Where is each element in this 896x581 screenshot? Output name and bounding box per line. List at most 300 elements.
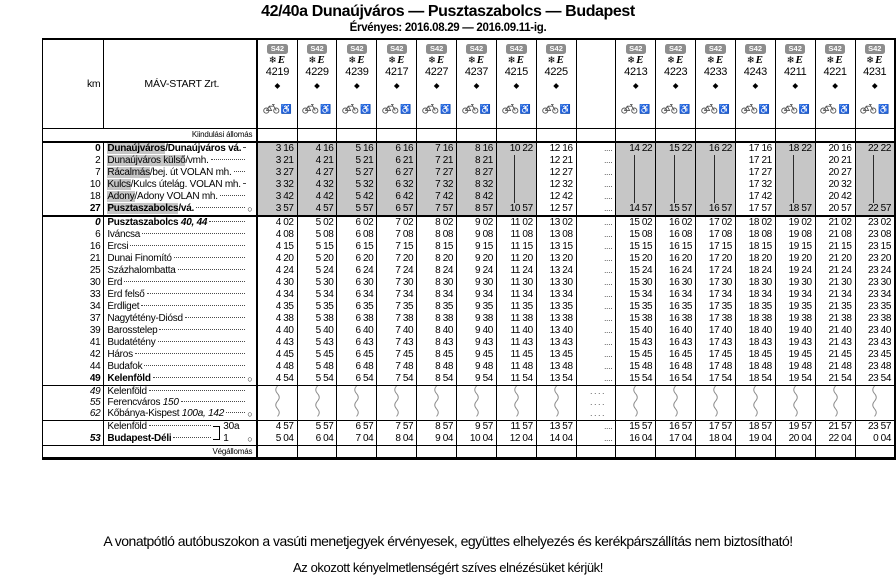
time-cell: 19 15 (775, 241, 815, 253)
dot-leader (243, 147, 245, 148)
dot-leader (173, 437, 211, 438)
time-cell: 18 43 (735, 337, 775, 349)
time-cell: 6 08 (337, 229, 377, 241)
train-header-4225 (536, 39, 576, 129)
time-cell: 7 30 (377, 277, 417, 289)
bicycle-icon (263, 103, 280, 114)
time-cell (337, 385, 377, 420)
train-number: 4215 (504, 65, 528, 78)
empty-cell (536, 129, 576, 142)
km-cell: 2 (43, 155, 104, 167)
time-cell: 7 24 (377, 265, 417, 277)
time-cell: 12 21 (536, 155, 576, 167)
station-name: Háros (104, 349, 257, 361)
station-row (43, 142, 896, 155)
time-cell: 6 15 (337, 241, 377, 253)
wheelchair-icon: ♿ (758, 103, 770, 114)
km-cell: 34 (43, 301, 104, 313)
empty-cell (257, 129, 297, 142)
time-cell: 18 04 (696, 433, 736, 446)
empty-cell (855, 129, 895, 142)
time-cell: 4 40 (257, 325, 297, 337)
bicycle-icon (342, 103, 359, 114)
winter-e-symbol: ❄E (547, 53, 565, 66)
time-cell: 4 02 (257, 216, 297, 229)
bicycle-icon (781, 103, 798, 114)
time-cell: 20 21 (815, 155, 855, 167)
skipped-route-squiggle (352, 386, 361, 417)
time-cell: 11 45 (496, 349, 536, 361)
time-cell: 8 08 (417, 229, 457, 241)
dot-leader (149, 390, 245, 391)
time-cell: 9 35 (457, 301, 497, 313)
skip-marker (616, 167, 656, 179)
time-cell: 8 16 (457, 142, 497, 155)
km-cell: 16 (43, 241, 104, 253)
train-header-4213 (616, 39, 656, 129)
time-cell: 16 30 (656, 277, 696, 289)
time-cell: 16 54 (656, 373, 696, 386)
time-cell: 9 45 (457, 349, 497, 361)
time-cell: 7 57 (377, 420, 417, 433)
empty-cell (656, 445, 696, 458)
time-cell: 9 24 (457, 265, 497, 277)
time-cell: 17 15 (696, 241, 736, 253)
train-number: 4223 (664, 65, 688, 78)
train-number: 4229 (305, 65, 329, 78)
time-cell: 17 35 (696, 301, 736, 313)
station-name: Érd (104, 277, 257, 289)
dot-leader (135, 353, 245, 354)
time-cell: 5 57 (337, 203, 377, 216)
time-cell: 7 43 (377, 337, 417, 349)
time-cell: 17 48 (696, 361, 736, 373)
skip-marker (855, 179, 895, 191)
time-cell: 23 15 (855, 241, 895, 253)
time-cell: 6 02 (337, 216, 377, 229)
time-cell: 23 40 (855, 325, 895, 337)
time-cell: 19 48 (775, 361, 815, 373)
station-name: Kulcs/Kulcs útelág. VOLÁN mh. (104, 179, 257, 191)
skipped-route-squiggle (392, 386, 401, 417)
time-cell: 9 48 (457, 361, 497, 373)
time-cell: 13 02 (536, 216, 576, 229)
train-number: 4243 (743, 65, 767, 78)
time-cell (735, 385, 775, 420)
time-cell: 19 57 (775, 420, 815, 433)
time-cell: 8 42 (457, 191, 497, 203)
continuation-dots: .... (576, 241, 616, 253)
time-cell: 19 20 (775, 253, 815, 265)
time-cell: 15 34 (616, 289, 656, 301)
time-cell: 23 30 (855, 277, 895, 289)
station-name: Érdliget (104, 301, 257, 313)
time-cell: 21 15 (815, 241, 855, 253)
s42-badge: S42 (307, 44, 327, 54)
continuation-dots: .... (576, 155, 616, 167)
time-cell: 15 54 (616, 373, 656, 386)
time-cell: 13 38 (536, 313, 576, 325)
time-cell: 11 48 (496, 361, 536, 373)
time-cell: 17 38 (696, 313, 736, 325)
s42-badge: S42 (745, 44, 765, 54)
time-cell: 9 30 (457, 277, 497, 289)
km-cell: 30 (43, 277, 104, 289)
station-name: Nagytétény-Diósd (104, 313, 257, 325)
station-row (43, 229, 896, 241)
skip-marker (775, 191, 815, 203)
time-cell: 18 02 (735, 216, 775, 229)
time-cell: 8 38 (417, 313, 457, 325)
empty-cell (377, 445, 417, 458)
validity-subtitle: Érvényes: 2016.08.29 — 2016.09.11-ig. (349, 22, 547, 34)
timetable (42, 38, 896, 460)
dot-leader (149, 425, 211, 426)
skipped-route-squiggle (631, 386, 640, 417)
skip-marker (496, 179, 536, 191)
time-cell: 11 57 (496, 420, 536, 433)
time-cell: 10 04 (457, 433, 497, 446)
time-cell: 19 43 (775, 337, 815, 349)
dot-leader (178, 269, 246, 270)
time-cell: 18 48 (735, 361, 775, 373)
bicycle-icon (661, 103, 678, 114)
dot-leader (181, 401, 246, 402)
km-cell: 49 (43, 373, 104, 386)
time-cell: 18 34 (735, 289, 775, 301)
time-cell: 18 35 (735, 301, 775, 313)
bus-stop-highlight: Kulcs (107, 179, 131, 190)
continuation-dots: .... (576, 420, 616, 433)
station-row (43, 289, 896, 301)
dot-leader (226, 412, 245, 413)
skip-marker (855, 167, 895, 179)
s42-badge: S42 (665, 44, 685, 54)
continuation-dots: .... (576, 301, 616, 313)
time-cell: 8 15 (417, 241, 457, 253)
time-cell (297, 385, 337, 420)
time-cell: 17 45 (696, 349, 736, 361)
km-cell: 53 (43, 433, 104, 446)
bus-stop-highlight: Pusztaszabolcs (107, 203, 179, 214)
time-cell: 6 35 (337, 301, 377, 313)
time-cell: 20 27 (815, 167, 855, 179)
skipped-route-squiggle (512, 386, 521, 417)
time-cell: 8 34 (417, 289, 457, 301)
diamond-icon: ◆ (433, 80, 440, 90)
skip-marker (855, 191, 895, 203)
bus-stop-highlight: Adony (107, 191, 135, 202)
time-cell: 15 48 (616, 361, 656, 373)
time-cell: 5 42 (337, 191, 377, 203)
time-cell: 6 57 (377, 203, 417, 216)
time-cell: 4 35 (257, 301, 297, 313)
time-cell: 19 40 (775, 325, 815, 337)
time-cell: 15 57 (656, 203, 696, 216)
time-cell: 13 54 (536, 373, 576, 386)
empty-cell (815, 129, 855, 142)
skip-marker (496, 155, 536, 167)
time-cell: 21 54 (815, 373, 855, 386)
station-name: Kelenföld ○ (104, 373, 257, 386)
train-header-4223 (656, 39, 696, 129)
station-name: Kelenföld Ferencváros 150 Kőbánya-Kispest 100a, 142 ○ (104, 385, 257, 420)
time-cell: 18 57 (735, 420, 775, 433)
time-cell: 7 40 (377, 325, 417, 337)
km-cell: 49 55 62 (43, 385, 104, 420)
time-cell: 5 35 (297, 301, 337, 313)
time-cell: 23 48 (855, 361, 895, 373)
time-cell: 19 38 (775, 313, 815, 325)
time-cell: 5 32 (337, 179, 377, 191)
station-row (43, 325, 896, 337)
station-name: Dunaújváros külső/vmh. (104, 155, 257, 167)
time-cell: 8 24 (417, 265, 457, 277)
time-cell: 3 21 (257, 155, 297, 167)
bracket-top (213, 426, 220, 433)
empty-cell (735, 129, 775, 142)
gap-column-header (576, 39, 616, 129)
time-cell: 10 57 (496, 203, 536, 216)
station-row (43, 179, 896, 191)
km-cell: 37 (43, 313, 104, 325)
time-cell: 4 57 (257, 420, 297, 433)
wheelchair-icon: ♿ (798, 103, 810, 114)
train-header-4219 (257, 39, 297, 129)
time-cell: 9 40 (457, 325, 497, 337)
time-cell: 7 08 (377, 229, 417, 241)
empty-cell (775, 129, 815, 142)
time-cell: 5 02 (297, 216, 337, 229)
time-cell: 6 27 (377, 167, 417, 179)
time-cell: 15 38 (616, 313, 656, 325)
footer-apology: Az okozott kényelmetlenségért szíves elnézésüket kérjük! (293, 560, 603, 575)
continuation-dots: .... (576, 349, 616, 361)
terminus-label: Végállomás (212, 446, 253, 456)
time-cell: 21 38 (815, 313, 855, 325)
time-cell: 19 54 (775, 373, 815, 386)
wheelchair-icon: ♿ (360, 103, 372, 114)
winter-e-symbol: ❄E (826, 53, 844, 66)
km-cell: 0 (43, 142, 104, 155)
continuation-dots: .... (576, 167, 616, 179)
bus-stop-highlight: Dunaújváros külső (107, 155, 186, 166)
platform-line-number: 1 (223, 433, 229, 444)
time-cell: 13 30 (536, 277, 576, 289)
time-cell: 7 45 (377, 349, 417, 361)
time-cell (576, 385, 616, 420)
time-cell: 23 45 (855, 349, 895, 361)
time-cell: 5 30 (297, 277, 337, 289)
dot-leader (159, 329, 245, 330)
dot-leader (124, 281, 245, 282)
skipped-route-squiggle (671, 386, 680, 417)
time-cell: 6 38 (337, 313, 377, 325)
bicycle-icon (542, 103, 559, 114)
station-name: Budafok (104, 361, 257, 373)
time-cell: 21 08 (815, 229, 855, 241)
time-cell: 16 45 (656, 349, 696, 361)
time-cell: 17 27 (735, 167, 775, 179)
time-cell: 13 34 (536, 289, 576, 301)
diamond-icon: ◆ (712, 80, 719, 90)
winter-e-symbol: ❄E (866, 53, 884, 66)
station-name: Barosstelep (104, 325, 257, 337)
wheelchair-icon: ♿ (838, 103, 850, 114)
time-cell: 13 40 (536, 325, 576, 337)
continuation-dots: .... (589, 386, 606, 396)
time-cell: 7 48 (377, 361, 417, 373)
time-cell: 16 40 (656, 325, 696, 337)
time-cell: 23 20 (855, 253, 895, 265)
empty-cell (297, 445, 337, 458)
time-cell: 4 57 (297, 203, 337, 216)
continuation-dots: .... (589, 408, 606, 418)
time-cell: 7 57 (417, 203, 457, 216)
time-cell: 11 35 (496, 301, 536, 313)
km-cell: 33 (43, 289, 104, 301)
continuation-dots: .... (576, 265, 616, 277)
time-cell: 15 20 (616, 253, 656, 265)
time-cell: 21 20 (815, 253, 855, 265)
time-cell: 3 42 (257, 191, 297, 203)
bicycle-icon (502, 103, 519, 114)
time-cell: 16 38 (656, 313, 696, 325)
time-cell: 4 30 (257, 277, 297, 289)
time-cell (536, 385, 576, 420)
train-header-4221 (815, 39, 855, 129)
time-cell: 15 22 (656, 142, 696, 155)
time-cell: 7 32 (417, 179, 457, 191)
time-cell: 13 24 (536, 265, 576, 277)
bicycle-icon (860, 103, 877, 114)
time-cell: 11 15 (496, 241, 536, 253)
time-cell: 20 16 (815, 142, 855, 155)
connecting-lines: 40, 44 (178, 217, 208, 228)
time-cell: 8 02 (417, 216, 457, 229)
time-cell: 4 45 (257, 349, 297, 361)
time-cell: 17 43 (696, 337, 736, 349)
time-cell: 21 48 (815, 361, 855, 373)
station-name: Ercsi (104, 241, 257, 253)
time-cell: 4 08 (257, 229, 297, 241)
km-cell (43, 420, 104, 433)
time-cell: 16 34 (656, 289, 696, 301)
dot-leader (142, 233, 245, 234)
time-cell: 4 38 (257, 313, 297, 325)
time-cell: 6 30 (337, 277, 377, 289)
station-row (43, 203, 896, 216)
footer-notice: A vonatpótló autóbuszokon a vasúti menetjegyek érvényesek, együttes elhelyezés és kerékpárszállítás nem biztosítható! (103, 533, 793, 549)
km-cell: 41 (43, 337, 104, 349)
time-cell: 6 57 (337, 420, 377, 433)
time-cell: 12 32 (536, 179, 576, 191)
km-cell: 27 (43, 203, 104, 216)
train-number: 4237 (464, 65, 489, 78)
station-row (43, 361, 896, 373)
empty-cell (696, 129, 736, 142)
time-cell: 19 45 (775, 349, 815, 361)
diamond-icon: ◆ (672, 80, 679, 90)
s42-badge: S42 (267, 44, 287, 54)
time-cell: 4 43 (257, 337, 297, 349)
skipped-route-squiggle (313, 386, 322, 417)
time-cell: 7 02 (377, 216, 417, 229)
train-number: 4219 (265, 65, 290, 78)
station-row (43, 241, 896, 253)
time-cell: 15 45 (616, 349, 656, 361)
time-cell (377, 385, 417, 420)
s42-badge: S42 (506, 44, 526, 54)
time-cell (815, 385, 855, 420)
time-cell: 8 35 (417, 301, 457, 313)
continuation-dots: .... (576, 373, 616, 386)
bicycle-icon (741, 103, 758, 114)
time-cell: 15 30 (616, 277, 656, 289)
time-cell: 8 30 (417, 277, 457, 289)
dot-leader (220, 195, 245, 196)
train-number: 4213 (624, 65, 648, 78)
skipped-route-squiggle (432, 386, 441, 417)
time-cell: 8 43 (417, 337, 457, 349)
time-cell: 11 08 (496, 229, 536, 241)
time-cell: 9 15 (457, 241, 497, 253)
station-row (43, 420, 896, 433)
continuation-dots: .... (576, 325, 616, 337)
time-cell: 17 02 (696, 216, 736, 229)
time-cell: 19 02 (775, 216, 815, 229)
wheelchair-icon: ♿ (519, 103, 531, 114)
station-row (43, 155, 896, 167)
wheelchair-icon: ♿ (479, 103, 492, 114)
time-cell: 11 02 (496, 216, 536, 229)
time-cell: 8 20 (417, 253, 457, 265)
time-cell: 7 38 (377, 313, 417, 325)
time-cell: 16 48 (656, 361, 696, 373)
km-cell: 25 (43, 265, 104, 277)
wheelchair-icon: ♿ (320, 103, 332, 114)
time-cell: 18 20 (735, 253, 775, 265)
departure-station-label: Kiindulási állomás (43, 129, 258, 142)
station-name: Pusztaszabolcs/vá. ○ (104, 203, 257, 216)
station-row (43, 373, 896, 386)
time-cell: 18 38 (735, 313, 775, 325)
station-name: Dunaújváros/Dunaújváros vá. (104, 142, 257, 155)
empty-cell (616, 445, 656, 458)
time-cell: 18 22 (775, 142, 815, 155)
bicycle-icon (462, 103, 479, 114)
empty-cell (457, 445, 497, 458)
skipped-route-squiggle (711, 386, 720, 417)
skip-marker (696, 155, 736, 167)
time-cell: 17 32 (735, 179, 775, 191)
train-header-4229 (297, 39, 337, 129)
time-cell: 20 57 (815, 203, 855, 216)
time-cell: 12 57 (536, 203, 576, 216)
time-cell: 17 24 (696, 265, 736, 277)
time-cell: 18 15 (735, 241, 775, 253)
station-row (43, 191, 896, 203)
time-cell: 14 22 (616, 142, 656, 155)
time-cell: 9 04 (417, 433, 457, 446)
diamond-icon: ◆ (871, 80, 878, 90)
time-cell: 11 34 (496, 289, 536, 301)
station-name: Százhalombatta (104, 265, 257, 277)
train-header-4243 (735, 39, 775, 129)
time-cell: 13 43 (536, 337, 576, 349)
time-cell: 6 45 (337, 349, 377, 361)
time-cell: 15 24 (616, 265, 656, 277)
